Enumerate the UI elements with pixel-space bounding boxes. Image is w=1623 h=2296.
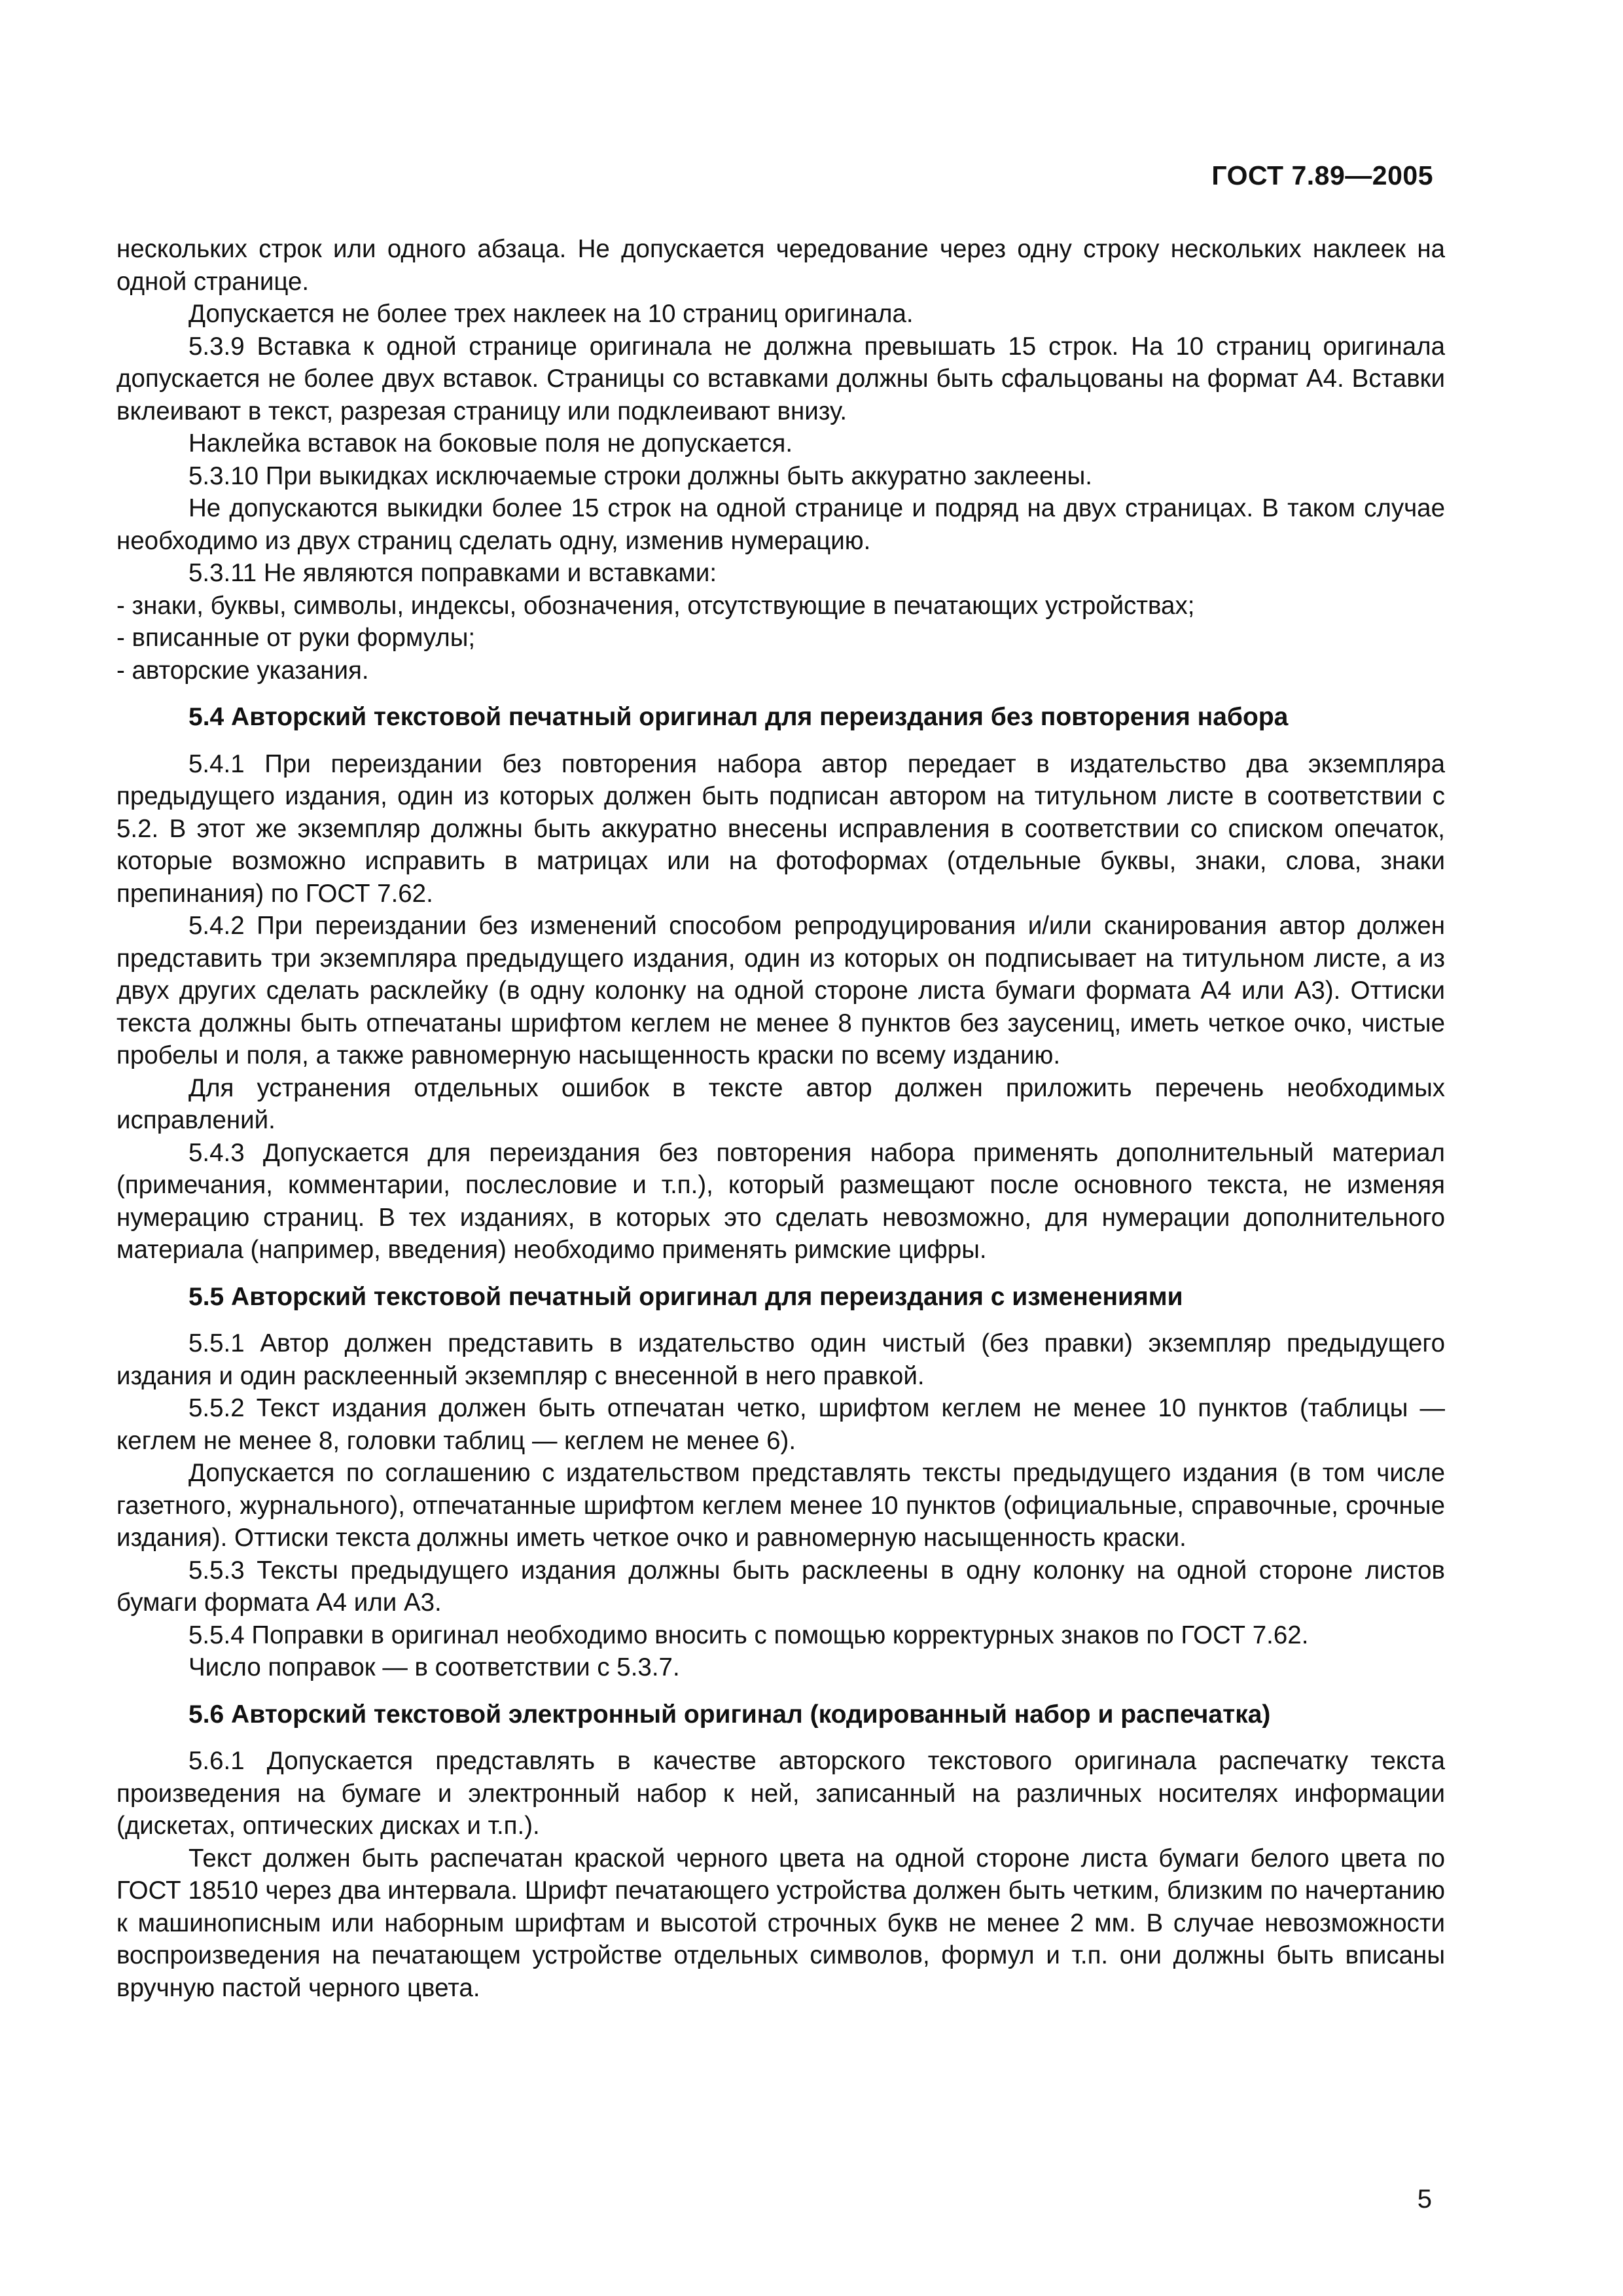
section-heading-5-4: 5.4 Авторский текстовой печатный оригинал для переиздания без повторения набора: [188, 703, 1289, 731]
paragraph-5-5-4: 5.5.4 Поправки в оригинал необходимо вносить с помощью корректурных знаков по ГОСТ 7.62.: [188, 1621, 1309, 1649]
paragraph: Текст должен быть распечатан краской черного цвета на одной стороне листа бумаги белого цвета по ГОСТ 18510 через два интервала. Шрифт печатающего устройства должен быть четким, близким по начертанию к машинописным или наборным шрифтам и высотой строчных букв не менее 2 мм. В случае невозможности воспроизведения на печатающем устройстве отдельных символов, формул и т.п. они должны быть вписаны вручную пастой черного цвета.: [116, 1844, 1445, 2002]
list-item: - знаки, буквы, символы, индексы, обозначения, отсутствующие в печатающих устройствах;: [116, 591, 1195, 620]
document-code: ГОСТ 7.89—2005: [1211, 160, 1433, 190]
paragraph-5-5-2: 5.5.2 Текст издания должен быть отпечатан четко, шрифтом кеглем не менее 10 пунктов (таблицы — кеглем не менее 8, головки таблиц — кеглем не менее 6).: [116, 1394, 1445, 1455]
paragraph-5-5-3: 5.5.3 Тексты предыдущего издания должны быть расклеены в одну колонку на одной стороне листов бумаги формата А4 или А3.: [116, 1556, 1445, 1617]
paragraph-5-3-9: 5.3.9 Вставка к одной странице оригинала не должна превышать 15 строк. На 10 страниц оригинала допускается не более двух вставок. Страницы со вставками должны быть сфальцованы на формат А4. Вставки вклеивают в текст, разрезая страницу или подклеивают внизу.: [116, 332, 1445, 425]
paragraph-5-6-1: 5.6.1 Допускается представлять в качестве авторского текстового оригинала распечатку текста произведения на бумаге и электронный набор к ней, записанный на различных носителях информации (дискетах, оптических дисках и т.п.).: [116, 1747, 1445, 1840]
paragraph: Допускается по соглашению с издательством представлять тексты предыдущего издания (в том числе газетного, журнального), отпечатанные шрифтом кеглем менее 10 пунктов (официальные, справочные, срочные издания). Оттиски текста должны иметь четкое очко и равномерную насыщенность краски.: [116, 1459, 1445, 1552]
section-heading-5-6: 5.6 Авторский текстовой электронный оригинал (кодированный набор и распечатка): [188, 1700, 1271, 1729]
document-body: [116, 233, 1445, 2004]
paragraph: Не допускаются выкидки более 15 строк на одной странице и подряд на двух страницах. В таком случае необходимо из двух страниц сделать одну, изменив нумерацию.: [116, 494, 1445, 555]
paragraph: Число поправок — в соответствии с 5.3.7.: [188, 1653, 680, 1681]
list-item: - вписанные от руки формулы;: [116, 624, 476, 652]
paragraph-5-4-1: 5.4.1 При переиздании без повторения набора автор передает в издательство два экземпляра предыдущего издания, один из которых должен быть подписан автором на титульном листе в соответствии с 5.2. В этот же экземпляр должны быть аккуратно внесены исправления в соответствии со списком опечаток, которые возможно исправить в матрицах или на фотоформах (отдельные буквы, знаки, слова, знаки препинания) по ГОСТ 7.62.: [116, 749, 1445, 908]
paragraph: Для устранения отдельных ошибок в тексте автор должен приложить перечень необходимых исправлений.: [116, 1073, 1445, 1134]
list-item: - авторские указания.: [116, 656, 369, 685]
section-heading-5-5: 5.5 Авторский текстовой печатный оригинал для переиздания с изменениями: [188, 1282, 1183, 1311]
paragraph-5-4-2: 5.4.2 При переиздании без изменений способом репродуцирования и/или сканирования автор должен представить три экземпляра предыдущего издания, один из которых он подписывает на титульном листе, а из двух других сделать расклейку (в одну колонку на одной стороне листа бумаги формата А4 или А3). Оттиски текста должны быть отпечатаны шрифтом кеглем не менее 8 пунктов без заусениц, иметь четкое очко, чистые пробелы и поля, а также равномерную насыщенность краски по всему изданию.: [116, 912, 1445, 1069]
paragraph: Допускается не более трех наклеек на 10 страниц оригинала.: [188, 300, 914, 328]
paragraph: нескольких строк или одного абзаца. Не допускается чередование через одну строку нескольких наклеек на одной странице.: [116, 235, 1445, 296]
paragraph: Наклейка вставок на боковые поля не допускается.: [188, 429, 793, 457]
paragraph-5-4-3: 5.4.3 Допускается для переиздания без повторения набора применять дополнительный материал (примечания, комментарии, послесловие и т.п.), который размещают после основного текста, не изменяя нумерацию страниц. В тех изданиях, в которых это сделать невозможно, для нумерации дополнительного материала (например, введения) необходимо применять римские цифры.: [116, 1138, 1445, 1264]
paragraph-5-5-1: 5.5.1 Автор должен представить в издательство один чистый (без правки) экземпляр предыдущего издания и один расклеенный экземпляр с внесенной в него правкой.: [116, 1329, 1445, 1390]
paragraph-5-3-11: 5.3.11 Не являются поправками и вставками:: [188, 559, 717, 587]
page-number: 5: [1417, 2185, 1432, 2214]
paragraph-5-3-10: 5.3.10 При выкидках исключаемые строки должны быть аккуратно заклеены.: [188, 461, 1092, 490]
